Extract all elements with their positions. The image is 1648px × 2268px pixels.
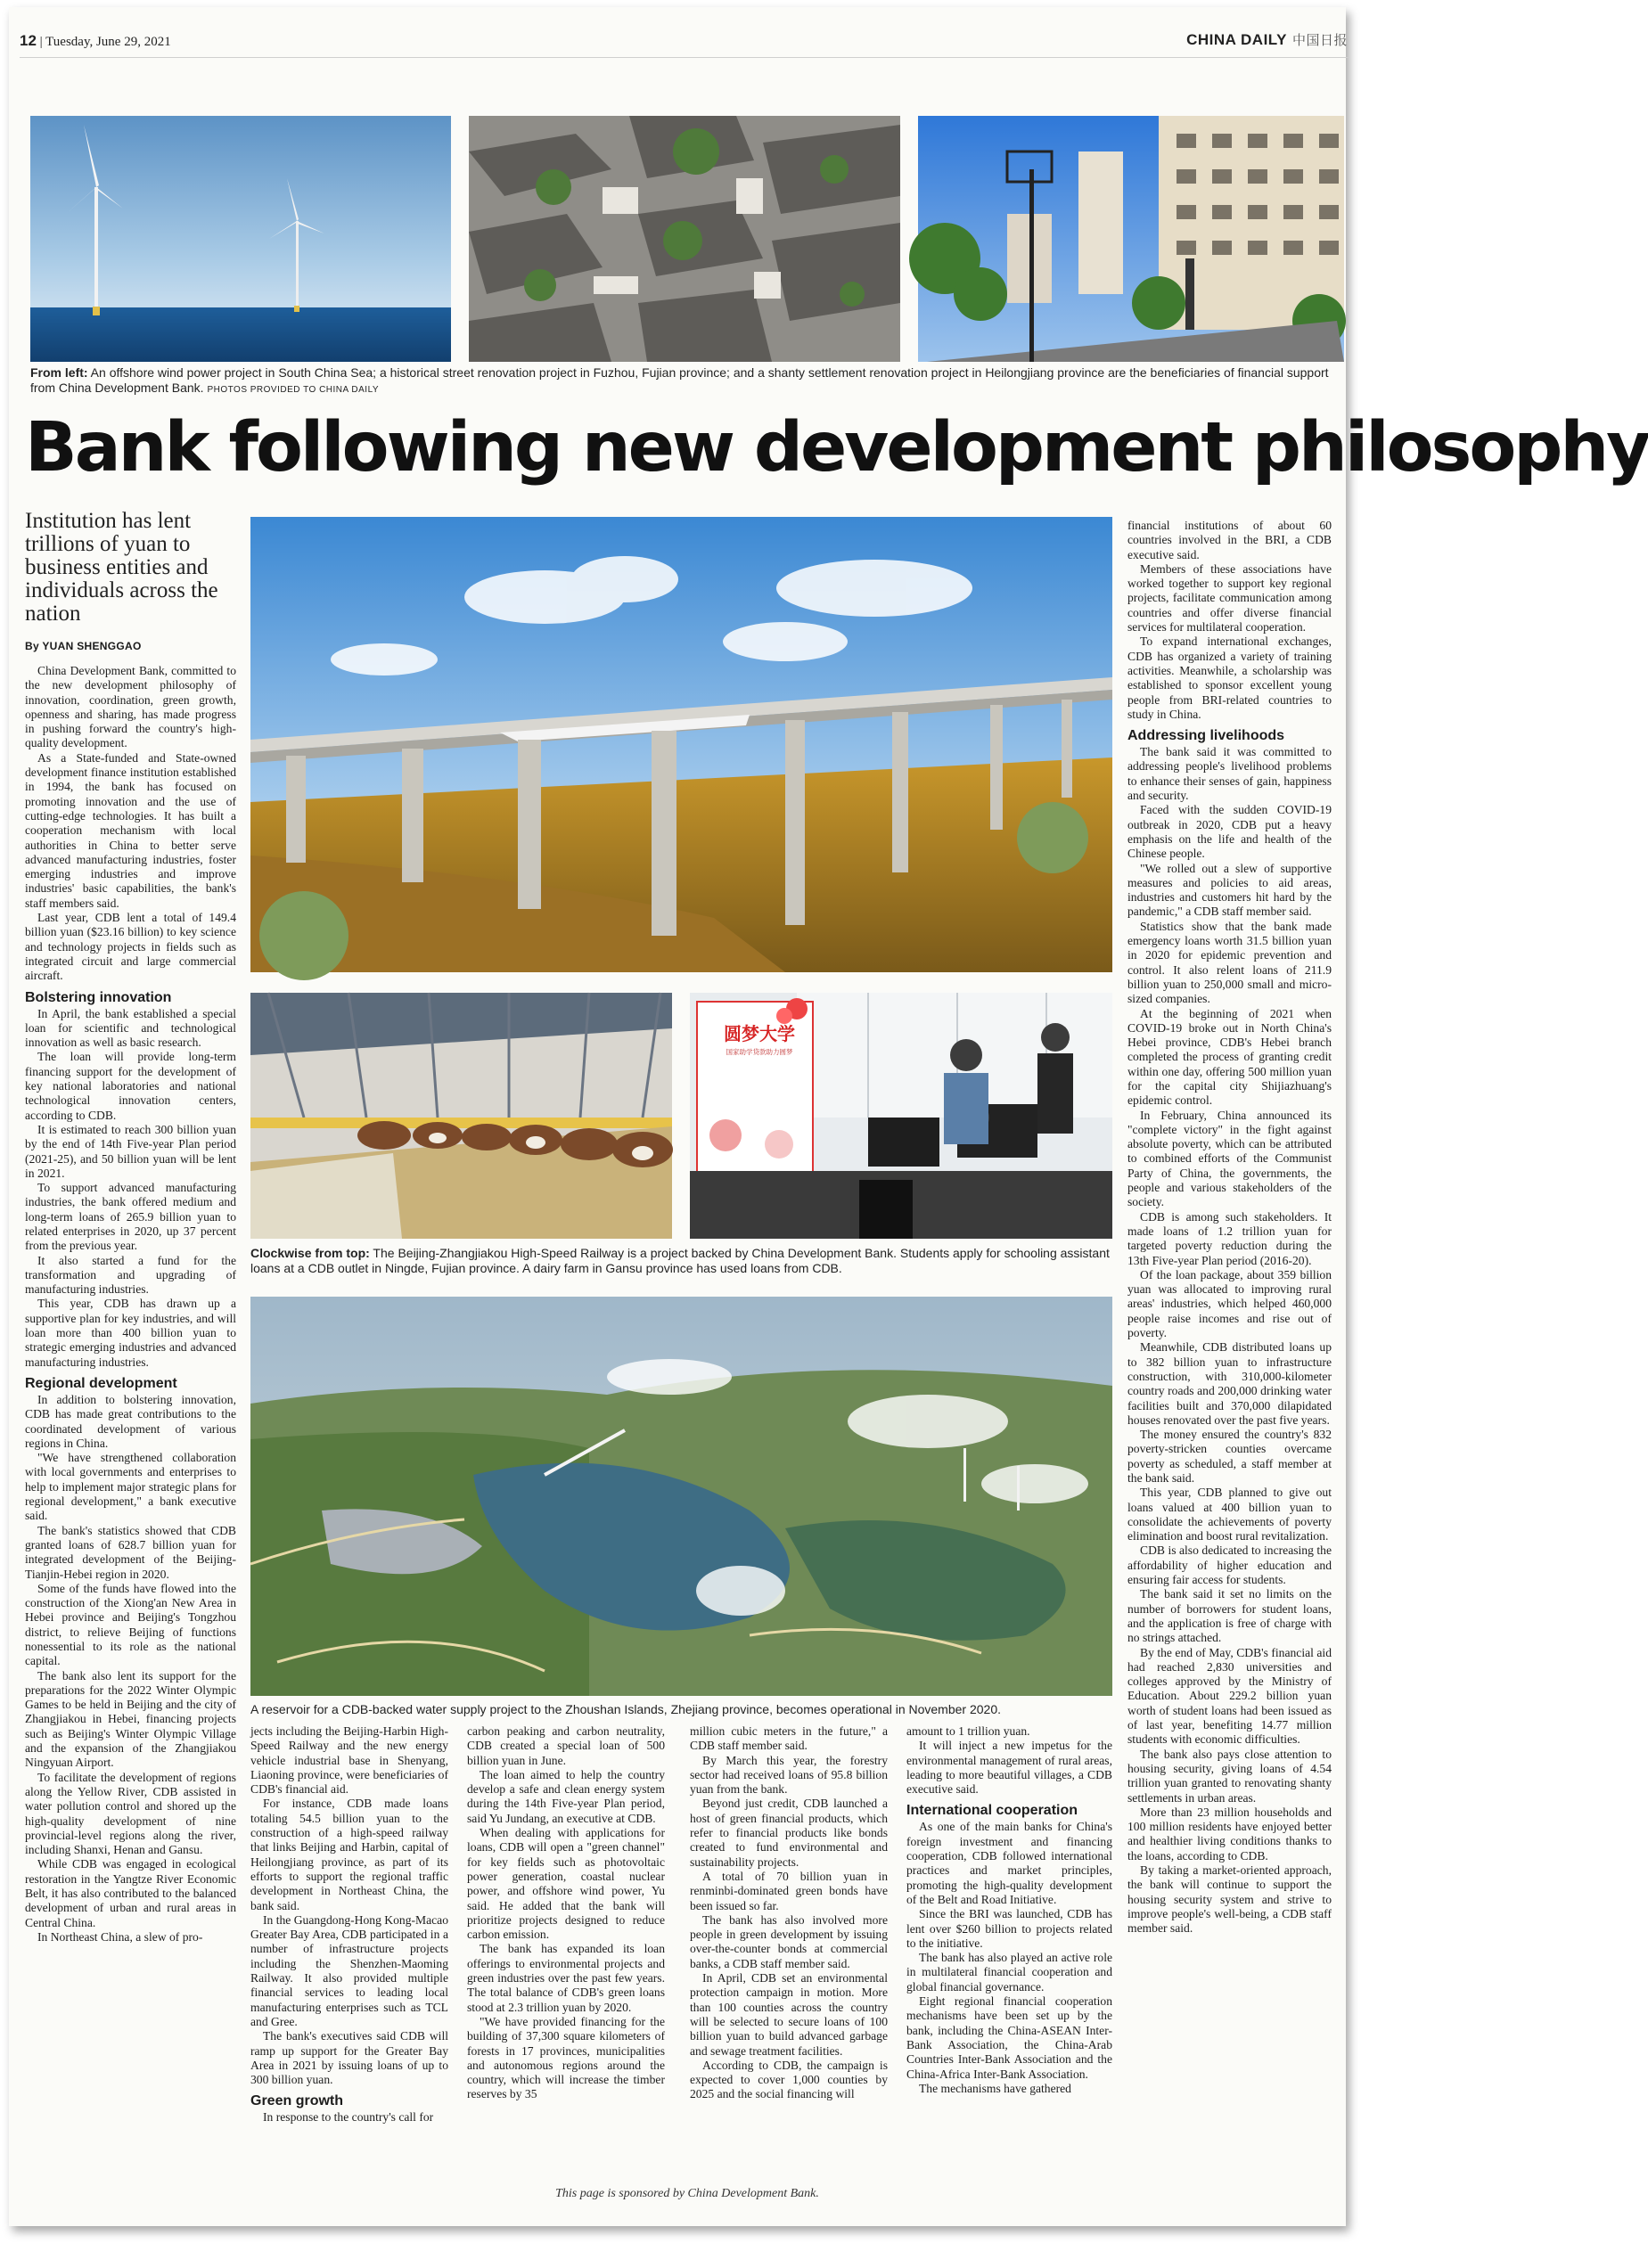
article-column-5 <box>906 1724 1112 2096</box>
article-paragraph: The bank's executives said CDB will ramp up support for the Greater Bay Area in 2021 by issuing loans of up to 300 billion yuan. <box>250 2029 448 2087</box>
article-paragraph: By March this year, the forestry sector had received loans of 95.8 billion yuan from the bank. <box>690 1753 888 1797</box>
article-paragraph: In Northeast China, a slew of pro- <box>37 1929 203 1944</box>
page-folio: 12 | Tuesday, June 29, 2021 <box>20 32 171 49</box>
article-paragraph: In February, China announced its "complete victory" in the fight against absolute poverty, which can be attributed to combined efforts of the Communist Party of China, the governments, the people and various stakeholders of the society. <box>1127 1108 1332 1209</box>
poster-sign-title: 圆梦大学 <box>724 1023 795 1044</box>
article-paragraph: For instance, CDB made loans totaling 54.5 billion yuan to the construction of a high-speed railway that links Beijing and Harbin, capital of Heilongjiang province, as part of its efforts to support the regional traffic development in Northeast China, the bank said. <box>250 1797 448 1912</box>
page-headline: Bank following new development philosophy <box>25 408 1648 487</box>
article-paragraph: Since the BRI was launched, CDB has lent over $260 billion to projects related to the initiative. <box>906 1907 1112 1950</box>
photo-offshore-wind <box>30 116 451 362</box>
section-subhead: Bolstering innovation <box>25 989 172 1005</box>
article-paragraph: "We have provided financing for the building of 37,300 square kilometers of forests in 17 provinces, municipalities and autonomous regions around the country, which will increase the timber reserves by 35 <box>467 2014 665 2101</box>
reservoir-caption: A reservoir for a CDB-backed water supply project to the Zhoushan Islands, Zhejiang province, becomes operational in November 2020. <box>250 1702 1002 1716</box>
article-paragraph: jects including the Beijing-Harbin High-Speed Railway and the new energy vehicle industrial base in Shenyang, Liaoning province, were beneficiaries of CDB's financial aid. <box>250 1724 448 1797</box>
article-paragraph: Last year, CDB lent a total of 149.4 billion yuan ($23.16 billion) to key science and technology projects in fields such as integrated circuit and large commercial aircraft. <box>25 911 236 983</box>
article-paragraph: The bank has also involved more people in green development by issuing over-the-counter bonds at commercial banks, a CDB staff member said. <box>690 1912 888 1970</box>
article-paragraph: The loan aimed to help the country develop a safe and clean energy system during the 14th Five-year Plan period, said Yu Jundang, an executive at CDB. <box>467 1767 665 1825</box>
article-paragraph: carbon peaking and carbon neutrality, CDB created a special loan of 500 billion yuan in June. <box>467 1724 665 1767</box>
mid-caption-text: The Beijing-Zhangjiakou High-Speed Railway is a project backed by China Development Bank. Students apply for schooling assistant loans at a CDB outlet in Ningde, Fujian province. A dairy farm in Gansu province has used loans from CDB. <box>250 1246 1110 1275</box>
article-paragraph: In the Guangdong-Hong Kong-Macao Greater Bay Area, CDB participated in a number of infrastructure projects including the Shenzhen-Maoming Railway. It also provided multiple financial services to leading local manufacturing enterprises such as TCL and Gree. <box>250 1912 449 2028</box>
section-subhead: International cooperation <box>906 1803 1078 1819</box>
mid-caption-lead: Clockwise from top: <box>250 1246 370 1260</box>
article-paragraph: Faced with the sudden COVID-19 outbreak in 2020, CDB put a heavy emphasis on the life and health of the Chinese people. <box>1127 803 1332 861</box>
page-header <box>20 25 1348 52</box>
photo-dairy-farm <box>250 993 672 1239</box>
article-paragraph: Statistics show that the bank made emergency loans worth 31.5 billion yuan in 2020 for epidemic prevention and control. It also relent loans of 211.9 billion yuan to 250,000 small and micro-sized companies. <box>1127 919 1332 1006</box>
article-paragraph: Beyond just credit, CDB launched a host of green financial products, which refer to financial products like bonds created to fund environmental and sustainability projects. <box>690 1797 888 1869</box>
article-paragraph: Some of the funds have flowed into the construction of the Xiong'an New Area in Hebei province and Beijing's Tongzhou district, to relieve Beijing of functions nonessential to its role as the national capital. <box>25 1581 236 1668</box>
article-paragraph: It is estimated to reach 300 billion yuan by the end of 14th Five-year Plan period (2021-25), and 50 billion yuan will be lent in 2021. <box>25 1122 236 1180</box>
top-photo-caption <box>30 365 1344 397</box>
photo-historical-street <box>469 116 900 362</box>
article-paragraph: It also started a fund for the transformation and upgrading of manufacturing industries. <box>25 1253 236 1297</box>
article-paragraph: A total of 70 billion yuan in renminbi-dominated green bonds have been issued so far. <box>690 1869 888 1912</box>
article-paragraph: In April, CDB set an environmental protection campaign in motion. More than 100 counties across the country will be selected to secure loans of 100 billion yuan to build advanced garbage and sewage treatment facilities. <box>690 1971 888 2058</box>
publication-name: CHINA DAILY 中国日报 <box>1186 31 1348 48</box>
article-paragraph: The money ensured the country's 832 poverty-stricken counties overcame poverty as scheduled, a staff member at the bank said. <box>1127 1428 1332 1485</box>
article-paragraph: Members of these associations have worked together to support key regional projects, facilitate communication among countries and offer diverse financial services for multilateral cooperation. <box>1127 561 1332 635</box>
article-column-6 <box>1127 519 1332 1936</box>
page-date: Tuesday, June 29, 2021 <box>45 35 171 49</box>
article-paragraph: The bank said it set no limits on the number of borrowers for student loans, and the application is free of charge with no strings attached. <box>1127 1587 1332 1645</box>
article-paragraph: To support advanced manufacturing industries, the bank offered medium and long-term loans of 265.9 billion yuan to related enterprises in 2020, up 37 percent from the previous year. <box>25 1181 236 1253</box>
photo-high-speed-railway <box>250 517 1112 972</box>
article-paragraph: financial institutions of about 60 countries involved in the BRI, a CDB executive said. <box>1127 519 1332 561</box>
subheadline-deck: Institution has lent trillions of yuan to business entities and individuals across the nation <box>25 509 218 626</box>
article-paragraph: According to CDB, the campaign is expected to cover 1,000 counties by 2025 and the social financing will <box>690 2058 888 2101</box>
article-paragraph: In addition to bolstering innovation, CDB has made great contributions to the coordinated development of various regions in China. <box>25 1392 236 1450</box>
article-paragraph: As a State-funded and State-owned development finance institution established in 1994, the bank has focused on promoting innovation and the use of cutting-edge technologies. It has built a cooperation mechanism with local authorities in China to better serve advanced manufacturing industries, foster emerging industries and improve industries' basic capabilities, the bank's staff members said. <box>25 750 236 910</box>
article-paragraph: "We rolled out a slew of supportive measures and policies to aid areas, industries and customers hit hard by the pandemic," a CDB staff member said. <box>1127 861 1332 919</box>
article-paragraph: Eight regional financial cooperation mechanisms have been set up by the bank, including the China-ASEAN Inter-Bank Association, the China-Arab Countries Inter-Bank Association and the China-Africa Inter-Bank Association. <box>906 1994 1112 2081</box>
article-paragraph: CDB is also dedicated to increasing the affordability of higher education and ensuring fair access for students. <box>1127 1543 1332 1587</box>
byline: By YUAN SHENGGAO <box>25 640 142 652</box>
publication-name-cn: 中国日报 <box>1291 32 1348 48</box>
poster-sign-subtitle: 国家助学贷款助力圆梦 <box>726 1048 793 1056</box>
article-paragraph: By the end of May, CDB's financial aid had reached 2,830 universities and colleges approved by the Ministry of Education. About 229.2 billion yuan worth of student loans had been issued as of last year, benefiting 14.77 million students with economic difficulties. <box>1127 1645 1332 1747</box>
article-column-4 <box>690 1724 888 2102</box>
article-paragraph: By taking a market-oriented approach, the bank will continue to support the housing security system and strive to improve people's well-being, a CDB staff member said. <box>1127 1863 1332 1936</box>
page-number: 12 <box>20 32 37 49</box>
header-rule <box>20 57 1349 58</box>
article-paragraph: When dealing with applications for loans, CDB will open a "green channel" for key fields such as photovoltaic power generation, coastal nuclear power, and offshore wind power, Yu said. He added that the bank will prioritize projects designed to reduce carbon emission. <box>467 1826 665 1942</box>
article-paragraph: The bank also pays close attention to housing security, giving loans of 4.54 trillion yuan granted to renovating shanty settlements in urban areas. <box>1127 1747 1332 1805</box>
photo-reservoir <box>250 1297 1112 1696</box>
article-paragraph: The bank's statistics showed that CDB granted loans of 628.7 billion yuan for integrated development of the Beijing-Tianjin-Hebei region in 2020. <box>25 1523 236 1581</box>
article-paragraph: In April, the bank established a special loan for scientific and technological innovation as well as basic research. <box>25 1006 236 1050</box>
article-paragraph: In response to the country's call for <box>263 2110 434 2125</box>
article-paragraph: Meanwhile, CDB distributed loans up to 382 billion yuan to infrastructure construction, with 310,000-kilometer country roads and 200,000 drinking water facilities built and 370,000 dilapidated houses renovated over the past five years. <box>1127 1340 1332 1427</box>
article-paragraph: million cubic meters in the future," a CDB staff member said. <box>690 1724 888 1753</box>
article-paragraph: While CDB was engaged in ecological restoration in the Yangtze River Economic Belt, it has also contributed to the balanced development of urban and rural areas in Central China. <box>25 1857 236 1929</box>
poster-sign <box>703 1019 816 1057</box>
article-column-2 <box>250 1724 448 2125</box>
article-paragraph: The mechanisms have gathered <box>919 2081 1071 2095</box>
article-paragraph: The bank said it was committed to addressing people's livelihood problems to enhance their senses of gain, happiness and security. <box>1127 745 1332 803</box>
section-subhead: Green growth <box>250 2093 344 2109</box>
article-paragraph: The loan will provide long-term financing support for the development of key national laboratories and national technological innovation centers, according to CDB. <box>25 1050 236 1122</box>
article-paragraph: At the beginning of 2021 when COVID-19 broke out in North China's Hebei province, CDB's Hebei branch completed the process of granting credit within one day, offering 500 million yuan for the capital city Shijiazhuang's epidemic control. <box>1127 1006 1332 1108</box>
article-paragraph: To expand international exchanges, CDB has organized a variety of training activities. Meanwhile, a scholarship was established to sponsor excellent young people from BRI-related countries to study in China. <box>1127 635 1332 721</box>
article-paragraph: This year, CDB planned to give out loans valued at 400 billion yuan to consolidate the achievements of poverty elimination and boost rural revitalization. <box>1127 1486 1332 1543</box>
article-paragraph: China Development Bank, committed to the new development philosophy of innovation, coordination, green growth, openness and sharing, has made progress in pushing forward the country's high-quality development. <box>25 664 236 750</box>
article-paragraph: CDB is among such stakeholders. It made loans of 1.2 trillion yuan for targeted poverty reduction during the 13th Five-year Plan period (2016-20). <box>1127 1209 1332 1267</box>
photo-credit: PHOTOS PROVIDED TO CHINA DAILY <box>207 385 380 395</box>
article-paragraph: Of the loan package, about 359 billion yuan was allocated to improving rural areas' industries, which helped 460,000 people raise incomes and rise out of poverty. <box>1127 1267 1332 1340</box>
article-paragraph: The bank also lent its support for the preparations for the 2022 Winter Olympic Games to be held in Beijing and the city of Zhangjiakou in Hebei, financing projects such as Beijing's Winter Olympic Village and the expansion of the Zhangjiakou Ningyuan Airport. <box>25 1668 236 1770</box>
sponsor-footer: This page is sponsored by China Development Bank. <box>555 2187 819 2200</box>
article-paragraph: "We have strengthened collaboration with local governments and enterprises to help to implement major strategic plans for regional development," a bank executive said. <box>25 1451 236 1523</box>
photo-shanty-renovation <box>918 116 1344 362</box>
article-paragraph: The bank has also played an active role in multilateral financial cooperation and global financial governance. <box>906 1951 1112 1994</box>
mid-photo-caption <box>250 1246 1112 1276</box>
article-paragraph: amount to 1 trillion yuan. <box>906 1724 1030 1738</box>
article-paragraph: As one of the main banks for China's foreign investment and financing cooperation, CDB followed international practices and market principles, promoting the high-quality development of the Belt and Road Initiative. <box>906 1820 1112 1906</box>
article-paragraph: More than 23 million households and 100 million residents have enjoyed better and healthier living conditions thanks to the loans, according to CDB. <box>1127 1805 1332 1863</box>
article-paragraph: To facilitate the development of regions along the Yellow River, CDB assisted in water pollution control and shored up the high-quality development of nine provincial-level regions along the river, including Shanxi, Henan and Gansu. <box>25 1770 236 1857</box>
article-paragraph: The bank has expanded its loan offerings to environmental projects and green industries over the past few years. The total balance of CDB's green loans stood at 2.3 trillion yuan by 2020. <box>467 1942 665 2014</box>
article-column-3 <box>467 1724 665 2102</box>
top-caption-text: An offshore wind power project in South China Sea; a historical street renovation project in Fuzhou, Fujian province; and a shanty settlement renovation project in Heilongjiang province are the beneficiaries of financial support from China Development Bank. <box>30 365 1329 395</box>
top-caption-lead: From left: <box>30 365 88 380</box>
article-paragraph: It will inject a new impetus for the environmental management of rural areas, leading to more beautiful villages, a CDB executive said. <box>906 1739 1112 1797</box>
article-paragraph: This year, CDB has drawn up a supportive plan for key industries, and will loan more than 400 billion yuan to strategic emerging industries and advanced manufacturing industries. <box>25 1297 236 1369</box>
section-subhead: Regional development <box>25 1375 177 1391</box>
article-column-1 <box>25 664 236 1945</box>
section-subhead: Addressing livelihoods <box>1127 728 1285 744</box>
